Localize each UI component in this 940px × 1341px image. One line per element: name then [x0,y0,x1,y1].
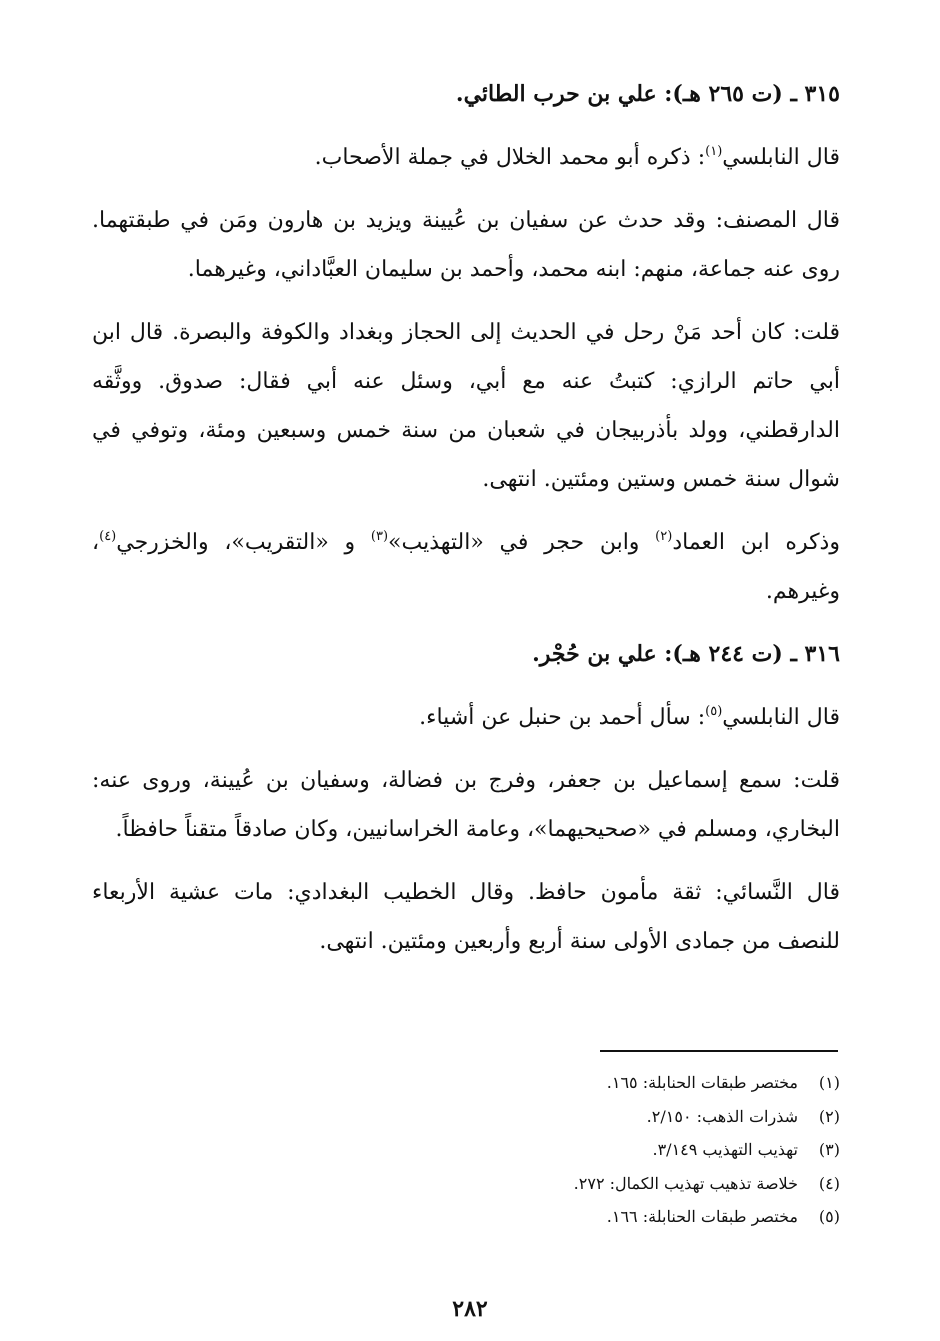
entry-316-heading: ٣١٦ ـ (ت ٢٤٤ هـ): علي بن حُجْر. [532,641,840,667]
footnote-ref-2[interactable]: (٢) [655,529,673,544]
paragraph-text: : سأل أحمد بن حنبل عن أشياء. [419,705,706,730]
footnote-text: خلاصة تذهيب تهذيب الكمال: ٢٧٢. [573,1173,798,1193]
main-text [92,70,840,980]
paragraph-text: قال النابلسي [722,145,840,170]
footnote-item [300,1100,840,1134]
footnote-ref-1[interactable]: (١) [705,144,723,159]
footnote-ref-3[interactable]: (٣) [370,529,389,544]
footnote-item [300,1167,840,1201]
entry-316-nabulsi-paragraph [92,693,840,742]
footnote-item [300,1200,840,1234]
footnotes [300,1066,840,1234]
entry-316-nasai-paragraph: قال النَّسائي: ثقة مأمون حافظ. وقال الخطيب البغدادي: مات عشية الأربعاء للنصف من جمادى الأولى سنة أربع وأربعين ومئتين. انتهى. [92,880,840,954]
footnote-text: مختصر طبقات الحنابلة: ١٦٦. [606,1207,798,1226]
footnote-number: (٣) [818,1140,840,1159]
entry-315-nabulsi-paragraph [92,133,840,182]
footnote-text: تهذيب التهذيب ٣/١٤٩. [652,1140,798,1159]
page-number: ٢٨٢ [452,1296,488,1322]
paragraph-text: وذكره ابن العماد [672,530,840,555]
footnote-number: (٤) [818,1173,840,1193]
footnote-number: (١) [818,1073,840,1092]
footnote-item [300,1133,840,1167]
entry-316-note-paragraph: قلت: سمع إسماعيل بن جعفر، وفرج بن فضالة، وسفيان بن عُيينة، وروى عنه: البخاري، ومسلم في «صحيحيهما»، وعامة الخراسانيين، وكان صادقاً متقناً حافظاً. [92,768,840,842]
footnote-number: (٥) [818,1207,840,1226]
footnote-ref-5[interactable]: (٥) [705,704,723,719]
paragraph-text: ، وغيرهم. [92,530,840,604]
paragraph-text: : ذكره أبو محمد الخلال في جملة الأصحاب. [314,145,706,170]
footnote-divider [600,1050,838,1052]
footnote-item [300,1066,840,1100]
footnote-text: شذرات الذهب: ٢/١٥٠. [646,1106,798,1126]
footnote-text: مختصر طبقات الحنابلة: ١٦٥. [606,1073,798,1092]
footnote-ref-4[interactable]: (٤) [99,529,117,544]
paragraph-text: و «التقريب»، والخزرجي [116,530,371,555]
entry-315-heading: ٣١٥ ـ (ت ٢٦٥ هـ): علي بن حرب الطائي. [455,81,840,107]
paragraph-text: قال النابلسي [722,705,840,730]
entry-315-sources-paragraph [92,518,840,616]
entry-315-author-paragraph: قال المصنف: وقد حدث عن سفيان بن عُيينة ويزيد بن هارون ومَن في طبقتهما. روى عنه جماعة، منهم: ابنه محمد، وأحمد بن سليمان العبَّاداني، وغيرهما. [92,208,840,282]
entry-315-note-paragraph: قلت: كان أحد مَنْ رحل في الحديث إلى الحجاز وبغداد والكوفة والبصرة. قال ابن أبي حاتم الرازي: كتبتُ عنه مع أبي، وسئل عنه أبي فقال: صدوق. ووثَّقه الدارقطني، وولد بأذربيجان في شعبان من سنة خمس وسبعين ومئة، وتوفي في شوال سنة خمس وستين ومئتين. انتهى. [92,320,840,492]
paragraph-text: وابن حجر في «التهذيب» [388,530,656,555]
footnote-number: (٢) [818,1106,840,1126]
